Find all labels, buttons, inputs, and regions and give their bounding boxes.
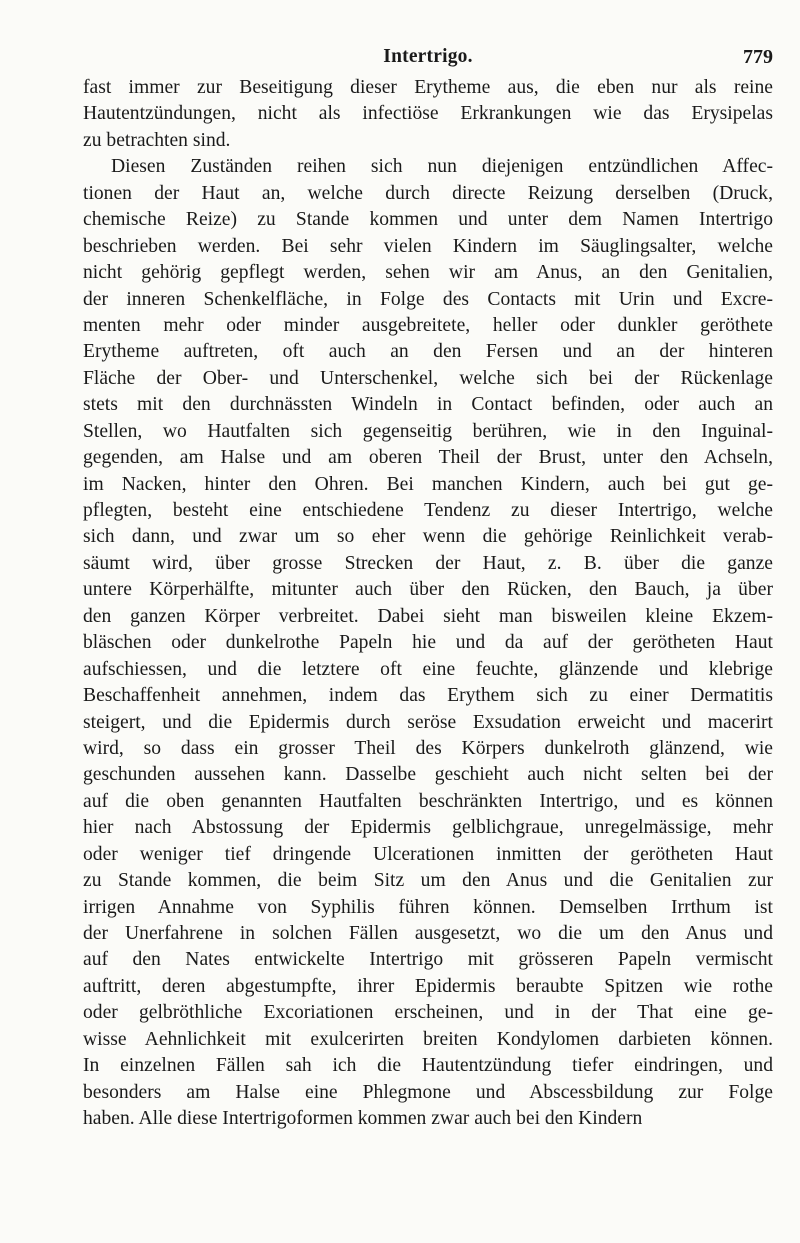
text-line: Beschaffenheit annehmen, indem das Erythem sich zu einer Dermatitis bbox=[83, 685, 773, 707]
text-line: gegenden, am Halse und am oberen Theil der Brust, unter den Achseln, bbox=[83, 447, 773, 469]
page-number: 779 bbox=[743, 46, 773, 68]
text-line: irrigen Annahme von Syphilis führen können. Demselben Irrthum ist bbox=[83, 896, 773, 918]
text-line: Fläche der Ober- und Unterschenkel, welche sich bei der Rückenlage bbox=[83, 367, 773, 389]
text-line: sich dann, und zwar um so eher wenn die gehörige Reinlichkeit verab- bbox=[83, 526, 773, 548]
text-line: Hautentzündungen, nicht als infectiöse Erkrankungen wie das Erysipelas bbox=[83, 103, 773, 125]
text-line: auftritt, deren abgestumpfte, ihrer Epidermis beraubte Spitzen wie rothe bbox=[83, 975, 773, 997]
text-line: steigert, und die Epidermis durch seröse Exsudation erweicht und macerirt bbox=[83, 711, 773, 733]
text-line: besonders am Halse eine Phlegmone und Abscessbildung zur Folge bbox=[83, 1081, 773, 1103]
text-line: pflegten, besteht eine entschiedene Tendenz zu dieser Intertrigo, welche bbox=[83, 500, 773, 521]
text-line: stets mit den durchnässten Windeln in Contact befinden, oder auch an bbox=[83, 394, 773, 416]
text-line: tionen der Haut an, welche durch directe Reizung derselben (Druck, bbox=[83, 182, 773, 204]
text-line: In einzelnen Fällen sah ich die Hautentzündung tiefer eindringen, und bbox=[83, 1055, 773, 1077]
text-line: der inneren Schenkelfläche, in Folge des Contacts mit Urin und Excre- bbox=[83, 288, 773, 310]
text-line: im Nacken, hinter den Ohren. Bei manchen Kindern, auch bei gut ge- bbox=[83, 473, 773, 495]
text-line: wisse Aehnlichkeit mit exulcerirten breiten Kondylomen darbieten können. bbox=[83, 1028, 773, 1050]
text-line: oder weniger tief dringende Ulcerationen inmitten der gerötheten Haut bbox=[83, 843, 773, 865]
text-line: auf den Nates entwickelte Intertrigo mit grösseren Papeln vermischt bbox=[83, 949, 773, 971]
text-line: hier nach Abstossung der Epidermis gelblichgraue, unregelmässige, mehr bbox=[83, 817, 773, 839]
text-line: nicht gehörig gepflegt werden, sehen wir am Anus, an den Genitalien, bbox=[83, 262, 773, 284]
body-text bbox=[83, 75, 773, 1133]
text-line: oder gelbröthliche Excoriationen erscheinen, und in der That eine ge- bbox=[83, 1002, 773, 1024]
text-line: bläschen oder dunkelrothe Papeln hie und da auf der gerötheten Haut bbox=[83, 632, 773, 654]
paragraph bbox=[83, 75, 773, 154]
text-line: haben. Alle diese Intertrigoformen kommen zwar auch bei den Kindern bbox=[83, 1108, 643, 1130]
text-line: säumt wird, über grosse Strecken der Haut, z. B. über die ganze bbox=[83, 552, 773, 574]
paragraph bbox=[83, 154, 773, 1132]
running-head bbox=[83, 46, 773, 74]
text-line: untere Körperhälfte, mitunter auch über den Rücken, den Bauch, ja über bbox=[83, 579, 773, 601]
text-line: aufschiessen, und die letztere oft eine feuchte, glänzende und klebrige bbox=[83, 658, 773, 680]
text-line: der Unerfahrene in solchen Fällen ausgesetzt, wo die um den Anus und bbox=[83, 923, 773, 944]
text-line: Erytheme auftreten, oft auch an den Fersen und an der hinteren bbox=[83, 341, 773, 363]
text-line: zu Stande kommen, die beim Sitz um den Anus und die Genitalien zur bbox=[83, 870, 773, 892]
text-line: auf die oben genannten Hautfalten beschränkten Intertrigo, und es können bbox=[83, 790, 773, 812]
text-line: Diesen Zuständen reihen sich nun diejenigen entzündlichen Affec- bbox=[111, 156, 773, 178]
page-title: Intertrigo. bbox=[383, 46, 473, 67]
text-line: zu betrachten sind. bbox=[83, 129, 231, 151]
text-line: fast immer zur Beseitigung dieser Erytheme aus, die eben nur als reine bbox=[83, 77, 773, 98]
text-line: den ganzen Körper verbreitet. Dabei sieht man bisweilen kleine Ekzem- bbox=[83, 605, 773, 627]
text-line: wird, so dass ein grosser Theil des Körpers dunkelroth glänzend, wie bbox=[83, 737, 773, 759]
text-line: geschunden aussehen kann. Dasselbe geschieht auch nicht selten bei der bbox=[83, 764, 773, 786]
text-line: chemische Reize) zu Stande kommen und unter dem Namen Intertrigo bbox=[83, 209, 773, 231]
text-line: beschrieben werden. Bei sehr vielen Kindern im Säuglingsalter, welche bbox=[83, 235, 773, 257]
text-line: menten mehr oder minder ausgebreitete, heller oder dunkler geröthete bbox=[83, 314, 773, 336]
text-line: Stellen, wo Hautfalten sich gegenseitig berühren, wie in den Inguinal- bbox=[83, 420, 773, 442]
